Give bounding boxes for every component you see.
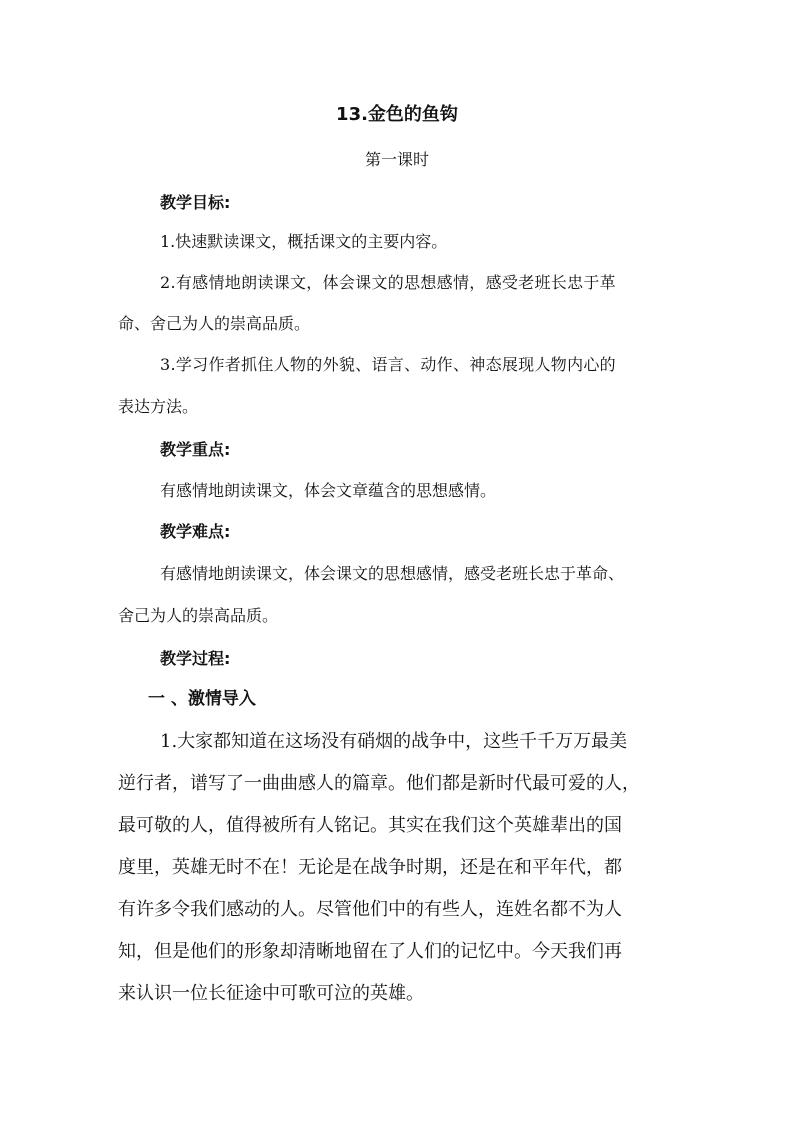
- paragraph-line: 度里，英雄无时不在！无论是在战争时期，还是在和平年代，都: [118, 857, 622, 878]
- difficulty-heading: 教学难点:: [160, 522, 231, 541]
- objective-item-continued: 表达方法。: [118, 397, 199, 416]
- paragraph-line: 知，但是他们的形象却清晰地留在了人们的记忆中。今天我们再: [118, 941, 622, 962]
- section-heading: 一 、激情导入: [148, 689, 256, 709]
- objective-item: 1.快速默读课文，概括课文的主要内容。: [160, 232, 448, 251]
- key-points-text: 有感情地朗读课文，体会文章蕴含的思想感情。: [160, 481, 497, 500]
- page-title: 13.金色的鱼钩: [336, 104, 458, 125]
- key-points-heading: 教学重点:: [160, 440, 231, 459]
- paragraph-line: 来认识一位长征途中可歌可泣的英雄。: [118, 983, 424, 1004]
- objective-item: 2.有感情地朗读课文，体会课文的思想感情，感受老班长忠于革: [160, 273, 616, 292]
- lesson-subtitle: 第一课时: [364, 150, 429, 169]
- paragraph-line: 有许多令我们感动的人。尽管他们中的有些人，连姓名都不为人: [118, 899, 622, 920]
- objective-item: 3.学习作者抓住人物的外貌、语言、动作、神态展现人物内心的: [160, 355, 616, 374]
- difficulty-text: 有感情地朗读课文，体会课文的思想感情，感受老班长忠于革命、: [160, 564, 625, 583]
- process-heading: 教学过程:: [160, 649, 231, 668]
- paragraph-line: 最可敬的人，值得被所有人铭记。其实在我们这个英雄辈出的国: [118, 815, 622, 836]
- objective-item-continued: 命、舍己为人的崇高品质。: [118, 314, 311, 333]
- paragraph-line: 逆行者，谱写了一曲曲感人的篇章。他们都是新时代最可爱的人，: [118, 773, 640, 794]
- difficulty-text-continued: 舍己为人的崇高品质。: [118, 606, 279, 625]
- objectives-heading: 教学目标:: [160, 193, 231, 212]
- paragraph-line: 1.大家都知道在这场没有硝烟的战争中，这些千千万万最美: [160, 731, 628, 752]
